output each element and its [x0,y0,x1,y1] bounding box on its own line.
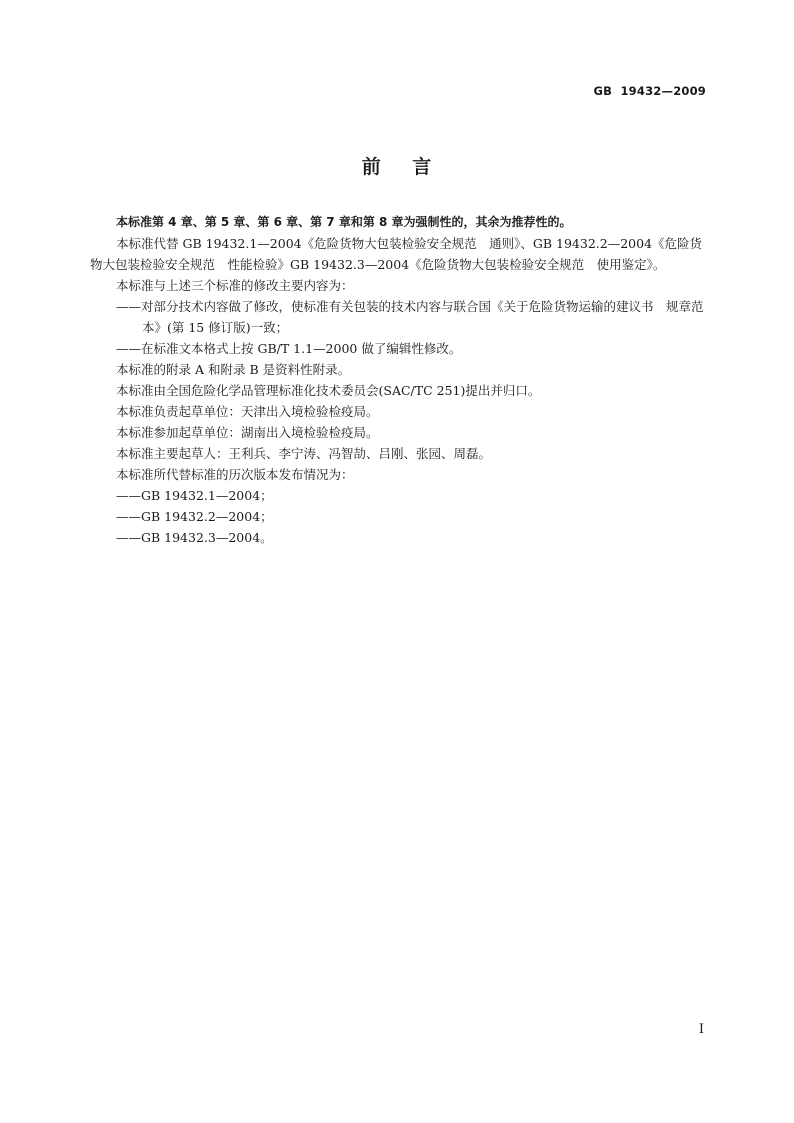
changes-intro: 本标准与上述三个标准的修改主要内容为： [116,278,354,293]
preface-body [90,212,706,548]
history-item: ——GB 19432.1—2004； [116,488,273,503]
history-item: ——GB 19432.3—2004。 [116,530,273,545]
main-drafters: 本标准主要起草人：王利兵、李宁涛、冯智劼、吕刚、张园、周磊。 [116,446,492,461]
history-item: ——GB 19432.2—2004； [116,509,273,524]
page-title: 前 言 [361,156,433,178]
standard-code: GB 19432—2009 [593,84,706,98]
replacement-statement: 本标准代替 GB 19432.1—2004《危险货物大包装检验安全规范 通则》、GB 19432.2—2004《危险货物大包装检验安全规范 性能检验》GB 19432.3—2004《危险货物大包装检验安全规范 使用鉴定》。 [90,236,703,272]
drafting-unit: 本标准负责起草单位：天津出入境检验检疫局。 [116,404,379,419]
history-intro: 本标准所代替标准的历次版本发布情况为： [116,467,354,482]
page-number: I [698,1022,704,1037]
annex-statement: 本标准的附录 A 和附录 B 是资料性附录。 [116,362,351,377]
proposer-statement: 本标准由全国危险化学品管理标准化技术委员会(SAC/TC 251)提出并归口。 [116,383,541,398]
change-item-format: ——在标准文本格式上按 GB/T 1.1—2000 做了编辑性修改。 [116,341,462,356]
change-item-technical: ——对部分技术内容做了修改，使标准有关包装的技术内容与联合国《关于危险货物运输的建议书 规章范本》(第 15 修订版)一致； [116,299,704,335]
mandatory-clause-statement: 本标准第 4 章、第 5 章、第 6 章、第 7 章和第 8 章为强制性的，其余为推荐性的。 [116,215,572,229]
participating-unit: 本标准参加起草单位：湖南出入境检验检疫局。 [116,425,379,440]
